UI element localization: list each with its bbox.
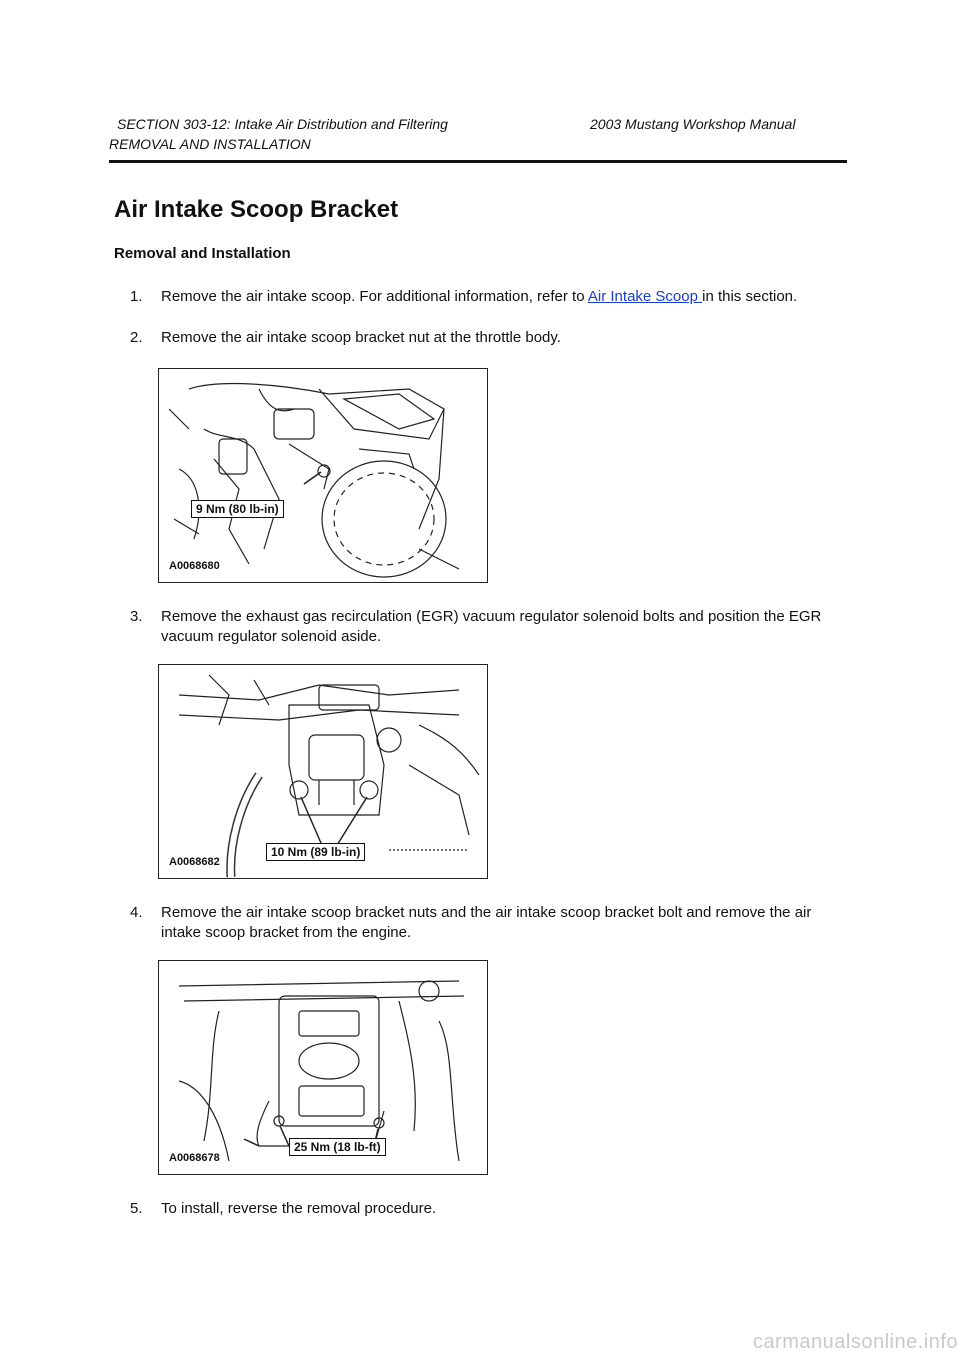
figure-id: A0068678 <box>169 1152 220 1164</box>
header-section-title: SECTION 303-12: Intake Air Distribution and Filtering <box>117 116 448 132</box>
step-text: To install, reverse the removal procedure. <box>161 1200 437 1217</box>
step-number: 1. <box>130 288 143 305</box>
watermark: carmanualsonline.info <box>752 1331 958 1353</box>
figure-id: A0068680 <box>169 560 220 572</box>
figure-scoop-bracket-nuts <box>158 960 488 1175</box>
step-text: Remove the exhaust gas recirculation (EGR) vacuum regulator solenoid bolts and position the EGR vacuum regulator solenoid aside. <box>161 608 822 645</box>
step-number: 3. <box>130 608 143 625</box>
step-number: 4. <box>130 904 143 921</box>
step-number: 5. <box>130 1200 143 1217</box>
engine-illustration-1 <box>159 369 488 583</box>
step-text: Remove the air intake scoop bracket nuts and the air intake scoop bracket bolt and remove the air intake scoop bracket from the engine. <box>161 904 812 941</box>
step-number: 2. <box>130 329 143 346</box>
page-title: Air Intake Scoop Bracket <box>114 196 399 223</box>
torque-callout: 9 Nm (80 lb-in) <box>191 500 284 518</box>
figure-throttle-body-nut <box>158 368 488 583</box>
step-text-part: Remove the air intake scoop. For additional information, refer to <box>161 288 588 305</box>
header-manual-title: 2003 Mustang Workshop Manual <box>590 116 796 132</box>
step-text: Remove the air intake scoop bracket nut at the throttle body. <box>161 329 561 346</box>
figure-id: A0068682 <box>169 856 220 868</box>
air-intake-scoop-link[interactable]: Air Intake Scoop <box>587 288 703 305</box>
running-header <box>117 116 848 136</box>
figure-egr-solenoid-bolts <box>158 664 488 879</box>
torque-callout: 25 Nm (18 lb-ft) <box>289 1138 386 1156</box>
step-text <box>161 287 851 307</box>
procedure-subtitle: Removal and Installation <box>114 245 291 262</box>
step-text-part: in this section. <box>702 288 798 305</box>
header-divider <box>109 160 847 163</box>
header-subheading: REMOVAL AND INSTALLATION <box>109 136 311 152</box>
torque-callout: 10 Nm (89 lb-in) <box>266 843 365 861</box>
